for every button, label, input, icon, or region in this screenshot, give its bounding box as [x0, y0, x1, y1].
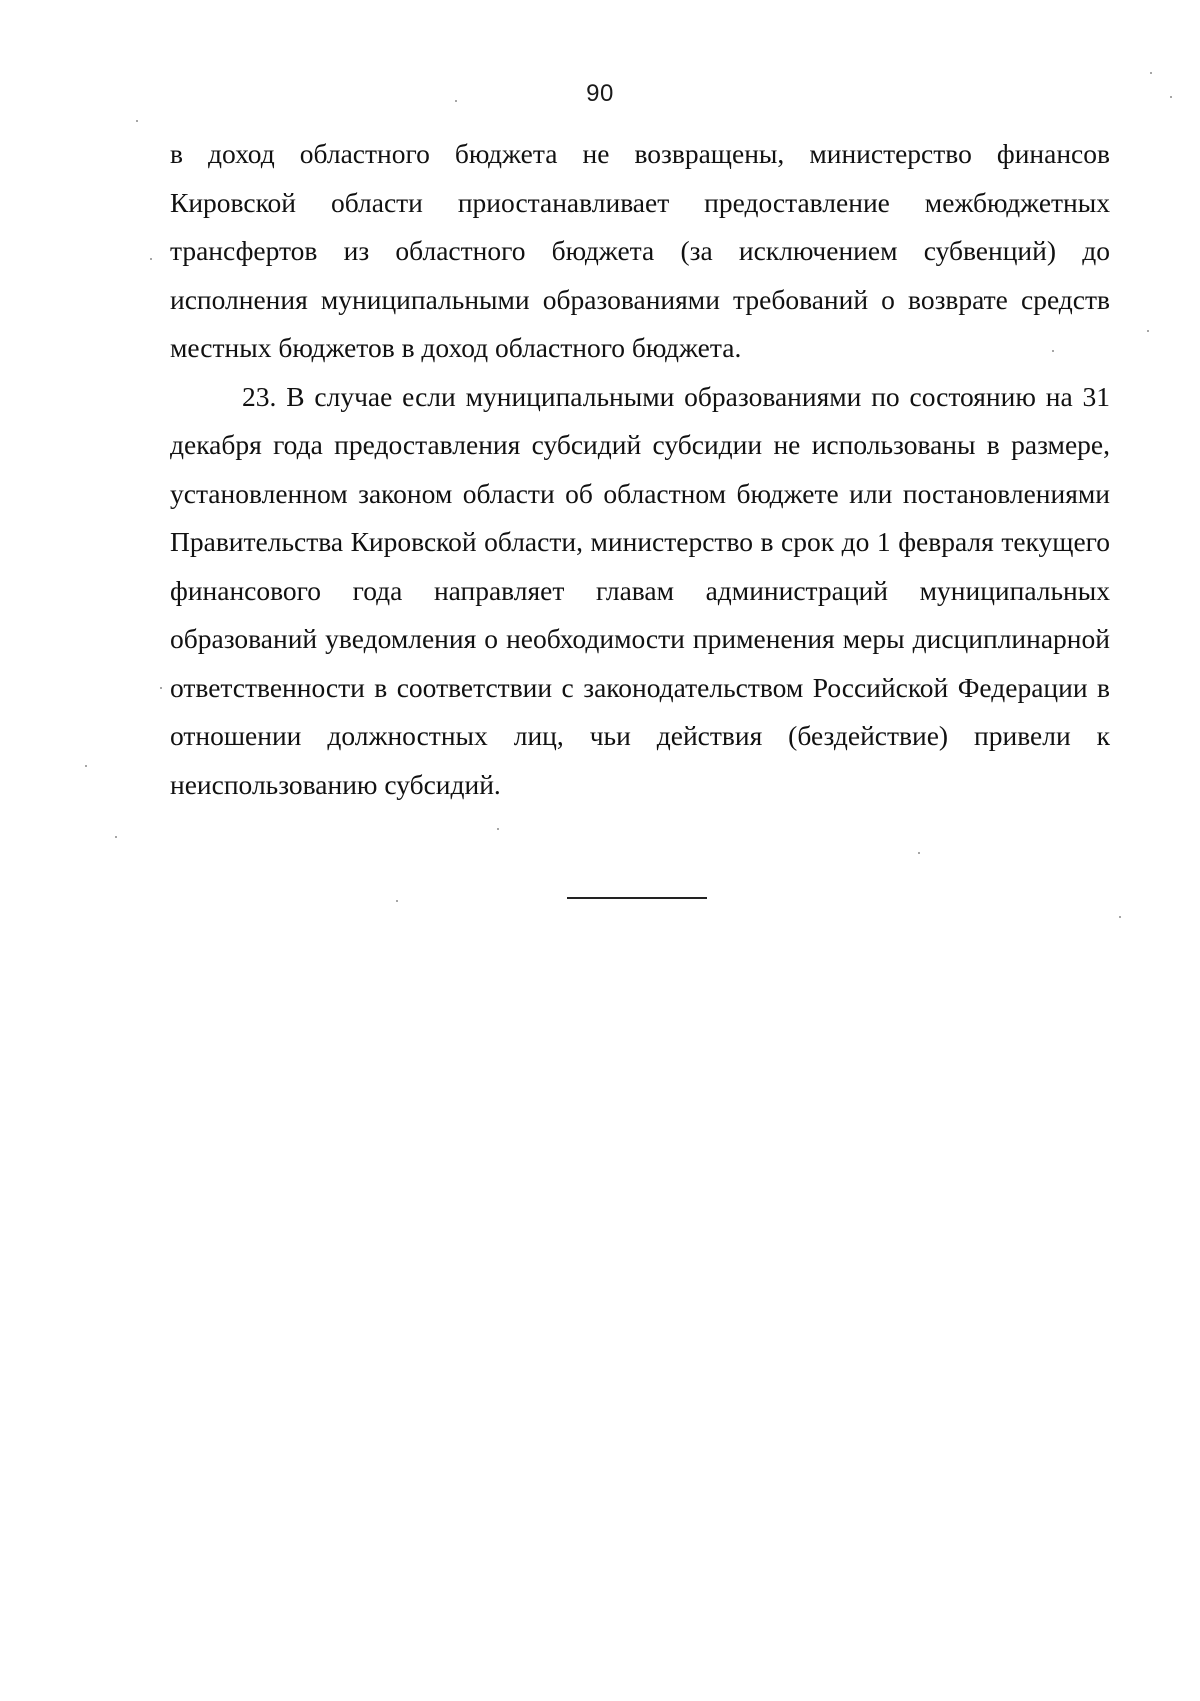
scan-speck	[1147, 330, 1149, 332]
scan-speck	[396, 900, 398, 902]
paragraph-continuation: в доход областного бюджета не возвращены, министерство финансов Кировской области приостанавливает предоставление межбюджетных трансфертов из областного бюджета (за исключением субвенций) до исполнения муниципальными образованиями требований о возврате средств местных бюджетов в доход областного бюджета.	[170, 138, 1110, 363]
paragraph-clause-23: 23. В случае если муниципальными образованиями по состоянию на 31 декабря года предоставления субсидий субсидии не использованы в размере, установленном законом области об областном бюджете или постановлениями Правительства Кировской области, министерство в срок до 1 февраля текущего финансового года направляет главам администраций муниципальных образований уведомления о необходимости применения меры дисциплинарной ответственности в соответствии с законодательством Российской Федерации в отношении должностных лиц, чьи действия (бездействие) привели к неиспользованию субсидий.	[170, 380, 1110, 800]
scan-speck	[115, 836, 117, 838]
scan-speck	[1052, 350, 1054, 352]
scan-speck	[1119, 916, 1121, 918]
scan-speck	[160, 687, 162, 689]
scan-speck	[85, 765, 87, 767]
scan-speck	[150, 258, 152, 260]
document-body	[170, 130, 1110, 809]
scan-speck	[1170, 96, 1172, 98]
scan-speck	[136, 120, 138, 122]
scan-speck	[918, 852, 920, 854]
scan-speck	[455, 100, 457, 102]
scan-speck	[497, 828, 499, 830]
end-of-text-rule	[567, 897, 707, 899]
page-number: 90	[586, 80, 614, 107]
scan-speck	[1150, 72, 1152, 74]
